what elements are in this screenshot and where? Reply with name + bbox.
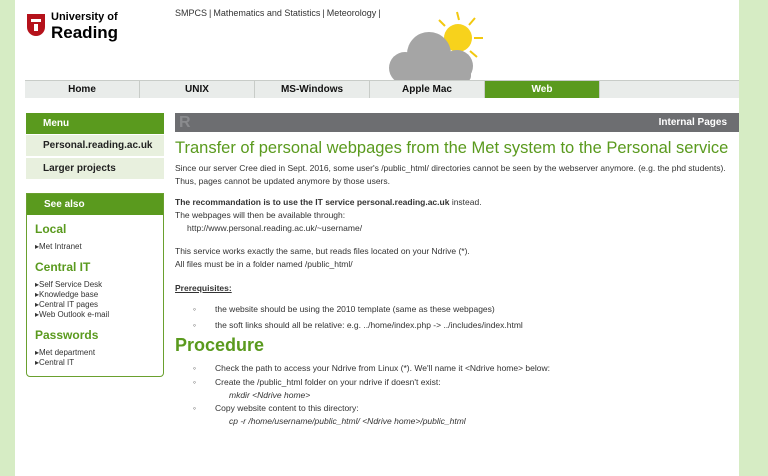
list-item: ◦ the soft links should all be relative: e.g. ../home/index.php -> ../includes/index.html <box>193 317 739 333</box>
code-line: mkdir <Ndrive home> <box>229 390 311 400</box>
list-item: ◦ the website should be using the 2010 template (same as these webpages) <box>193 301 739 317</box>
link-web-outlook[interactable]: ▸Web Outlook e-mail <box>35 310 110 319</box>
logo-line2: Reading <box>51 23 119 42</box>
shield-icon <box>27 14 45 36</box>
main-content <box>175 113 739 428</box>
folder-text: All files must be in a folder named /public_html/ <box>175 259 353 269</box>
see-also-section-local: Local <box>35 222 67 236</box>
nav-apple-mac[interactable]: Apple Mac <box>370 81 485 98</box>
intro-text: Since our server Cree died in Sept. 2016, some user's /public_html/ directories cannot be seen by the webserver anymore. (e.g. the phd students). Thus, pages cannot be updated anymore by those users. <box>175 163 726 186</box>
sun-cloud-icon <box>379 8 489 84</box>
link-knowledge-base[interactable]: ▸Knowledge base <box>35 290 99 299</box>
internal-pages-bar <box>175 113 739 132</box>
procedure-list <box>175 360 739 428</box>
code-line: cp -r /home/username/public_html/ <Ndrive home>/public_html <box>229 416 466 426</box>
logo-line1: University of <box>51 11 118 23</box>
university-logo[interactable] <box>27 12 118 41</box>
topnav-link-smpcs[interactable]: SMPCS <box>175 8 208 18</box>
personal-url[interactable]: http://www.personal.reading.ac.uk/~username/ <box>187 223 363 233</box>
nav-home[interactable]: Home <box>25 81 140 98</box>
sidebar <box>26 113 164 377</box>
list-item: ◦ Copy website content to this directory: cp -r /home/username/public_html/ <Ndrive home>/public_html <box>193 402 739 428</box>
see-also-heading: See also <box>27 194 163 215</box>
menu-heading: Menu <box>26 113 164 135</box>
available-text: The webpages will then be available through: <box>175 210 346 220</box>
r-logo-icon: R <box>179 114 191 131</box>
topnav-link-maths[interactable]: Mathematics and Statistics <box>213 8 321 18</box>
see-also-section-central-it: Central IT <box>35 260 91 274</box>
breadcrumb: SMPCS | Mathematics and Statistics | Meteorology | <box>175 8 381 18</box>
see-also-box <box>26 193 164 377</box>
recommendation-strong: The recommandation is to use the IT service personal.reading.ac.uk <box>175 197 450 207</box>
link-met-department[interactable]: ▸Met department <box>35 348 96 357</box>
link-self-service-desk[interactable]: ▸Self Service Desk <box>35 280 103 289</box>
prerequisites-heading: Prerequisites: <box>175 283 232 293</box>
nav-unix[interactable]: UNIX <box>140 81 255 98</box>
procedure-heading: Procedure <box>175 335 265 355</box>
internal-pages-label: Internal Pages <box>658 117 727 128</box>
list-item: ◦ Create the /public_html folder on your ndrive if doesn't exist: mkdir <Ndrive home> <box>193 376 739 402</box>
page-title: Transfer of personal webpages from the Met system to the Personal service <box>175 139 729 157</box>
main-nav <box>25 80 739 98</box>
page <box>15 0 739 476</box>
topnav-link-meteorology[interactable]: Meteorology <box>326 8 377 18</box>
link-met-intranet[interactable]: ▸Met Intranet <box>35 242 82 251</box>
link-central-it-pages[interactable]: ▸Central IT pages <box>35 300 99 309</box>
service-text: This service works exactly the same, but reads files located on your Ndrive (*). <box>175 246 470 256</box>
see-also-section-passwords: Passwords <box>35 328 99 342</box>
nav-ms-windows[interactable]: MS-Windows <box>255 81 370 98</box>
sidebar-item-larger-projects[interactable]: Larger projects <box>26 158 164 181</box>
recommendation-text: The recommandation is to use the IT service personal.reading.ac.uk instead. <box>175 197 482 207</box>
nav-web[interactable]: Web <box>485 81 600 98</box>
list-item: ◦ Check the path to access your Ndrive from Linux (*). We'll name it <Ndrive home> below: <box>193 360 739 376</box>
nav-empty <box>600 81 715 98</box>
sidebar-item-personal[interactable]: Personal.reading.ac.uk <box>26 135 164 158</box>
prerequisites-list <box>175 301 739 333</box>
link-central-it-passwords[interactable]: ▸Central IT <box>35 358 75 367</box>
